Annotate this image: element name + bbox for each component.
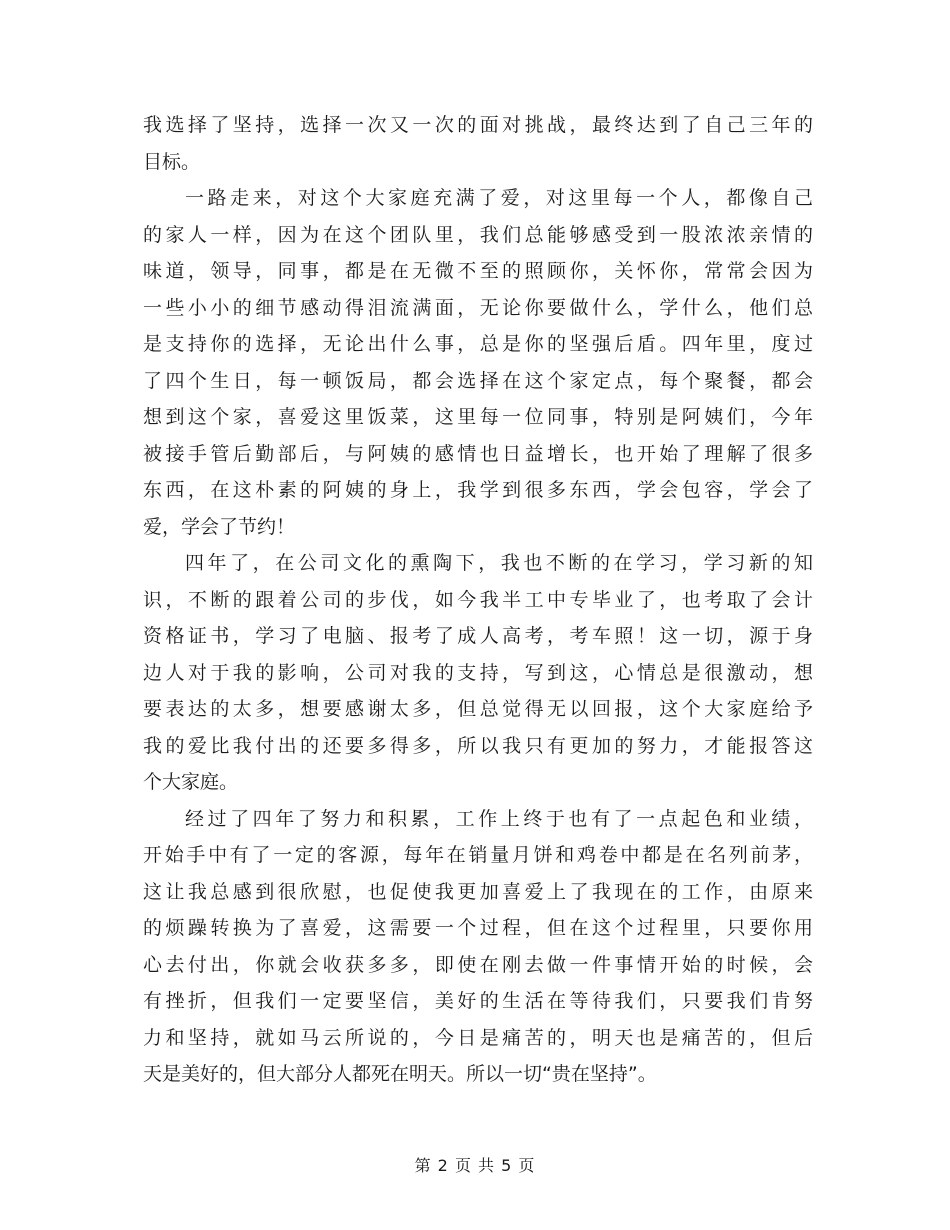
text-line: 开始手中有了一定的客源，每年在销量月饼和鸡卷中都是在名列前茅， (143, 844, 813, 866)
text-line: 我的爱比我付出的还要多得多，所以我只有更加的努力，才能报答这 (143, 734, 813, 757)
body-text (143, 107, 813, 1093)
text-line: 的烦躁转换为了喜爱，这需要一个过程，但在这个过程里，只要你用 (143, 917, 813, 939)
text-line: 力和坚持，就如马云所说的，今日是痛苦的，明天也是痛苦的，但后 (143, 1026, 813, 1049)
text-line: 这让我总感到很欣慰，也促使我更加喜爱上了我现在的工作，由原来 (143, 880, 813, 903)
text-line: 是支持你的选择，无论出什么事，总是你的坚强后盾。四年里，度过 (143, 333, 813, 355)
text-line: 要表达的太多，想要感谢太多，但总觉得无以回报，这个大家庭给予 (143, 698, 813, 720)
text-line: 东西，在这朴素的阿姨的身上，我学到很多东西，学会包容，学会了 (143, 479, 813, 501)
text-line: 个大家庭。 (143, 771, 239, 793)
text-line: 心去付出，你就会收获多多，即使在刚去做一件事情开始的时候，会 (143, 953, 813, 976)
text-line: 我选择了坚持，选择一次又一次的面对挑战，最终达到了自己三年的 (143, 114, 813, 136)
text-line: 爱，学会了节约！ (143, 515, 296, 538)
text-line: 想到这个家，喜爱这里饭菜，这里每一位同事，特别是阿姨们，今年 (143, 406, 813, 428)
text-line: 资格证书，学习了电脑、报考了成人高考，考车照！这一切，源于身 (143, 625, 813, 647)
paragraph-start-line: 一路走来，对这个大家庭充满了爱，对这里每一个人，都像自己 (185, 187, 813, 209)
text-line: 被接手管后勤部后，与阿姨的感情也日益增长，也开始了理解了很多 (143, 442, 813, 465)
text-line: 的家人一样，因为在这个团队里，我们总能够感受到一股浓浓亲情的 (143, 223, 813, 246)
paragraph-start-line: 经过了四年了努力和积累，工作上终于也有了一点起色和业绩， (185, 807, 813, 830)
page-footer: 第 2 页 共 5 页 (414, 1156, 536, 1175)
text-line: 有挫折，但我们一定要坚信，美好的生活在等待我们，只要我们肯努 (143, 990, 813, 1012)
text-line: 味道，领导，同事，都是在无微不至的照顾你，关怀你，常常会因为 (143, 260, 813, 282)
text-line: 识，不断的跟着公司的步伐，如今我半工中专毕业了，也考取了会计 (143, 588, 813, 611)
text-line: 目标。 (143, 150, 201, 173)
paragraph-start-line: 四年了，在公司文化的熏陶下，我也不断的在学习，学习新的知 (185, 552, 813, 574)
text-line: 天是美好的，但大部分人都死在明天。所以一切“贵在坚持”。 (143, 1063, 657, 1085)
text-line: 边人对于我的影响，公司对我的支持，写到这，心情总是很激动，想 (143, 661, 813, 684)
text-line: 一些小小的细节感动得泪流满面，无论你要做什么，学什么，他们总 (143, 296, 813, 319)
text-line: 了四个生日，每一顿饭局，都会选择在这个家定点，每个聚餐，都会 (143, 369, 813, 392)
